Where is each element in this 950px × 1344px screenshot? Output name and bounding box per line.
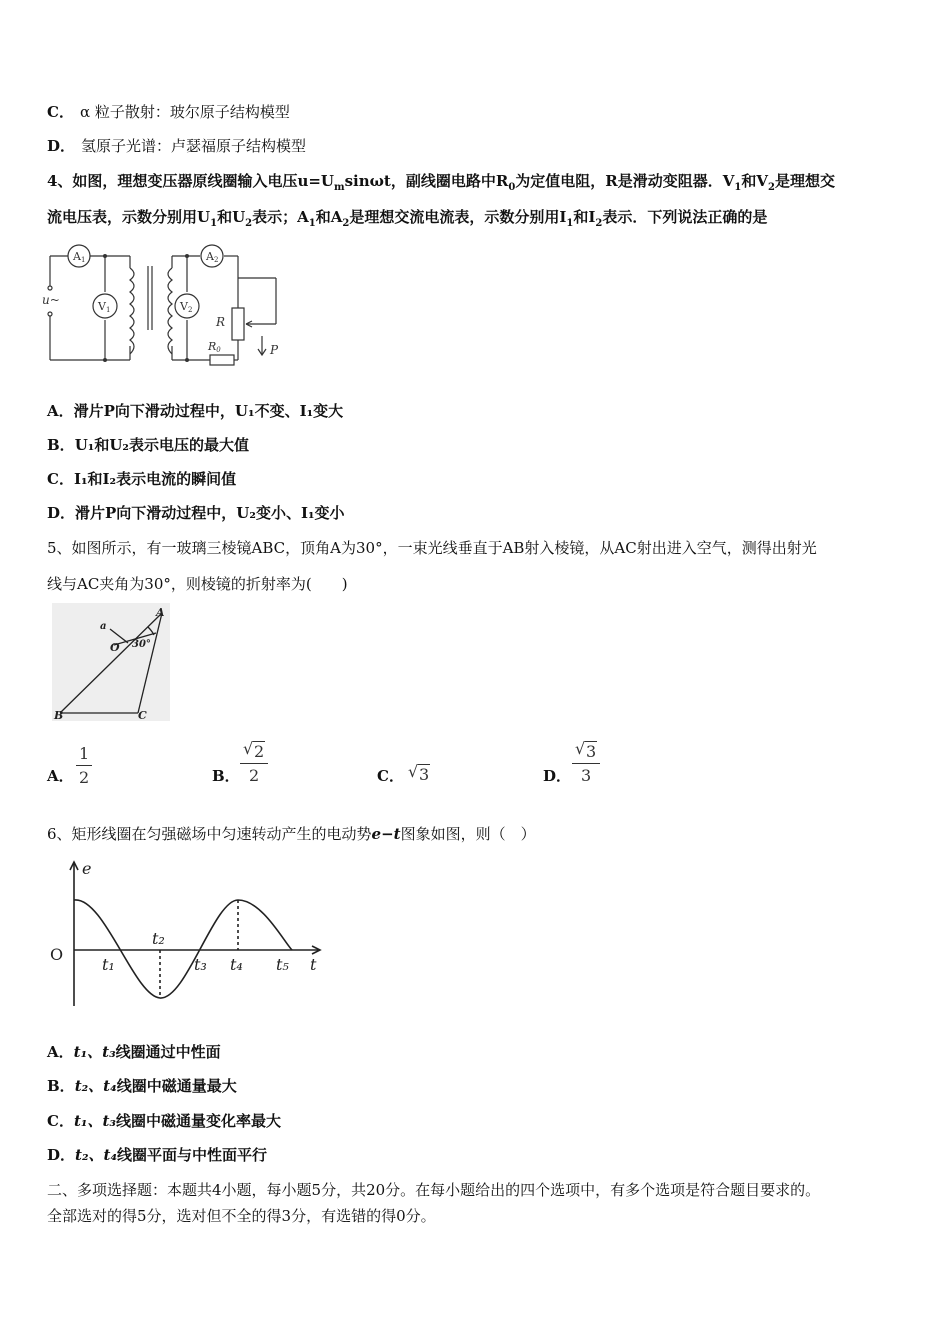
- q3-option-d: D． 氢原子光谱：卢瑟福原子结构模型: [47, 137, 307, 155]
- q5-option-d-value: √ 3 3: [572, 741, 600, 785]
- q5-option-d-letter: D．: [543, 767, 572, 785]
- q6-option-b: B．t₂、t₄线圈中磁通量最大: [47, 1077, 237, 1095]
- graph-tick-t4: t₄: [230, 955, 243, 974]
- rheostat-r-label: R: [216, 315, 226, 329]
- graph-axis-e: e: [82, 859, 92, 878]
- q5-option-c-letter: C．: [377, 767, 404, 785]
- prism-angle-label: 30°: [132, 639, 151, 650]
- source-u-label: u~: [42, 293, 60, 307]
- q5-option-b-value: √ 2 2: [240, 741, 268, 785]
- graph-tick-t3: t₃: [194, 955, 207, 974]
- q6-et-graph: [44, 856, 324, 1012]
- graph-tick-t5: t₅: [276, 955, 289, 974]
- graph-tick-t2: t₂: [152, 929, 165, 948]
- q4-stem-line2: 流电压表，示数分别用$U_1$和$U_2$表示；$A_1$和$A_2$是理想交流电流表，示数分别用$I_1$和$I_2$表示．下列说法正确的是: [47, 208, 768, 229]
- q4-option-c: C．I₁和I₂表示电流的瞬间值: [47, 470, 237, 488]
- slider-p-label: P: [270, 343, 279, 357]
- prism-vertex-b: B: [54, 709, 64, 721]
- q6-option-a: A．t₁、t₃线圈通过中性面: [47, 1043, 221, 1061]
- voltmeter-v2-label: V2: [180, 300, 193, 314]
- prism-vertex-c: C: [138, 709, 147, 721]
- graph-tick-t1: t₁: [102, 955, 115, 974]
- q5-option-b-letter: B．: [212, 767, 240, 785]
- ammeter-a1-label: A1: [73, 250, 86, 264]
- q5-option-a-letter: A．: [47, 767, 74, 785]
- q3-option-c: C． α 粒子散射：玻尔原子结构模型: [47, 103, 290, 121]
- q6-stem: 6、矩形线圈在匀强磁场中匀速转动产生的电动势e−t图象如图，则（ ）: [47, 825, 536, 843]
- prism-vertex-a: A: [156, 606, 165, 619]
- ammeter-a2-label: A2: [206, 250, 219, 264]
- q4-circuit-figure: [40, 238, 300, 370]
- prism-point-o: O: [110, 641, 120, 654]
- q4-stem-line1: 4、如图，理想变压器原线圈输入电压$u=U_m\sin\omega t$，副线圈电路中$R_0$为定值电阻，R是滑动变阻器．$V_1$和$V_2$是理想交: [47, 172, 835, 193]
- resistor-r0-label: R0: [208, 340, 221, 354]
- graph-origin: O: [50, 945, 64, 964]
- q4-option-b: B．U₁和U₂表示电压的最大值: [47, 436, 249, 454]
- q4-option-d: D．滑片P向下滑动过程中，U₂变小、I₁变小: [47, 504, 345, 522]
- q5-prism-figure: [52, 603, 170, 721]
- section2-line2: 全部选对的得5分，选对但不全的得3分，有选错的得0分。: [47, 1207, 436, 1225]
- q4-option-a: A．滑片P向下滑动过程中，U₁不变、I₁变大: [47, 402, 344, 420]
- prism-ray-a: a: [100, 621, 107, 632]
- q5-option-c-value: √ 3: [408, 762, 430, 784]
- q5-stem-line1: 5、如图所示，有一玻璃三棱镜ABC，顶角A为30°，一束光线垂直于AB射入棱镜，从AC射出进入空气，测得出射光: [47, 539, 817, 557]
- q6-option-c: C．t₁、t₃线圈中磁通量变化率最大: [47, 1112, 281, 1130]
- graph-axis-t: t: [310, 955, 317, 974]
- section2-line1: 二、多项选择题：本题共4小题，每小题5分，共20分。在每小题给出的四个选项中，有多个选项是符合题目要求的。: [47, 1181, 821, 1199]
- q5-stem-line2: 线与AC夹角为30°，则棱镜的折射率为( ): [47, 575, 348, 593]
- voltmeter-v1-label: V1: [98, 300, 111, 314]
- q5-option-a-value: 1 2: [76, 744, 92, 787]
- q6-option-d: D．t₂、t₄线圈平面与中性面平行: [47, 1146, 268, 1164]
